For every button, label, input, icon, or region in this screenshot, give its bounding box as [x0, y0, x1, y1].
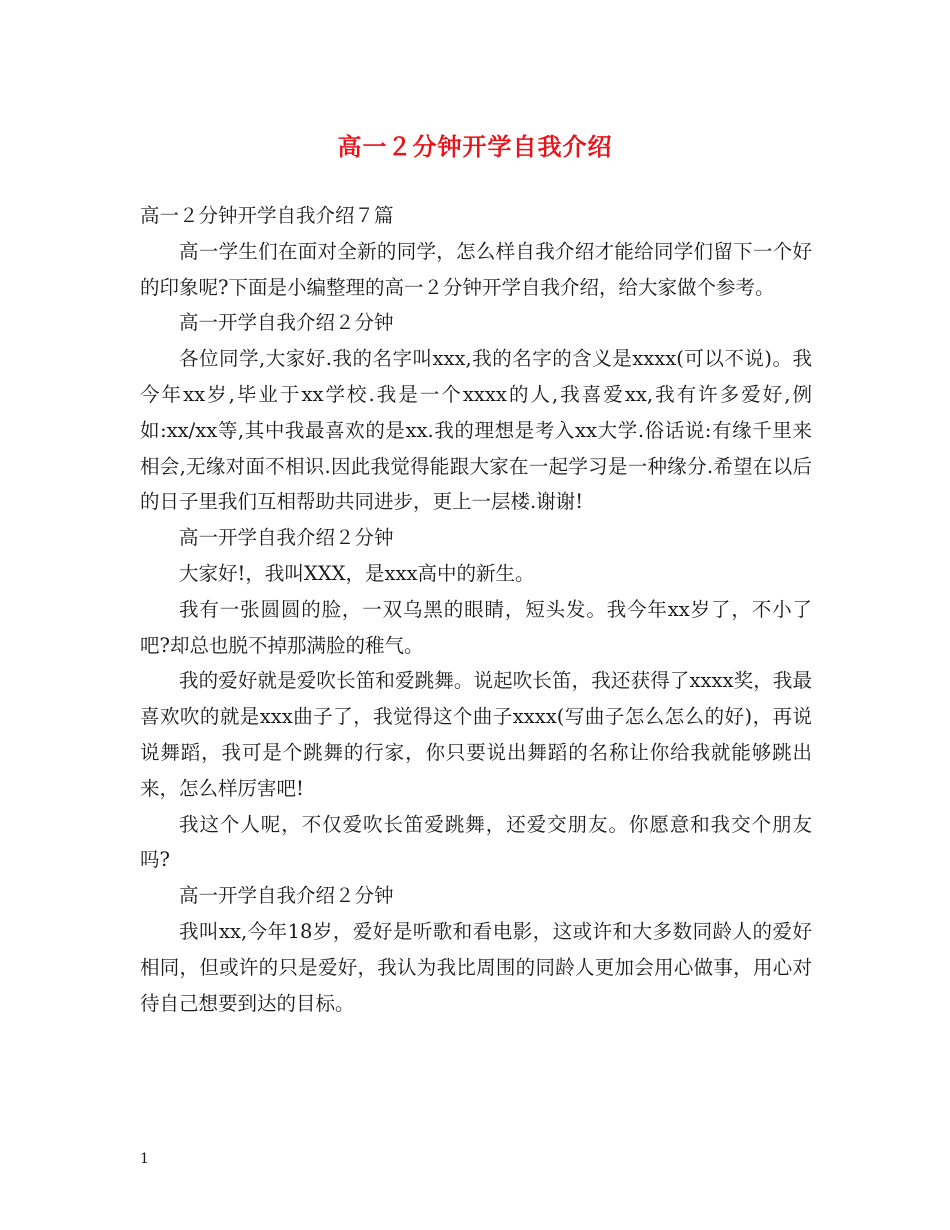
paragraph: 大家好!，我叫XXX，是xxx高中的新生。 [179, 561, 535, 585]
section-heading-1: 高一开学自我介绍２分钟 [179, 311, 394, 335]
section-heading-2: 高一开学自我介绍２分钟 [179, 526, 394, 550]
section-heading-3: 高一开学自我介绍２分钟 [179, 884, 394, 908]
paragraph: 我叫xx,今年18岁，爱好是听歌和看电影，这或许和大多数同龄人的爱好相同，但或许的只是爱好，我认为我比周围的同龄人更加会用心做事，用心对待自己想要到达的目标。 [140, 919, 812, 1015]
paragraph: 各位同学,大家好.我的名字叫xxx,我的名字的含义是xxxx(可以不说)。我今年xx岁,毕业于xx学校.我是一个xxxx的人,我喜爱xx,我有许多爱好,例如:xx/xx等,其中我最喜欢的是xx.我的理想是考入xx大学.俗话说:有缘千里来相会,无缘对面不相识.因此我觉得能跟大家在一起学习是一种缘分.希望在以后的日子里我们互相帮助共同进步，更上一层楼.谢谢! [140, 347, 812, 514]
document-body [140, 198, 812, 1021]
paragraph-subtitle: 高一２分钟开学自我介绍７篇 [140, 204, 394, 227]
paragraph: 我这个人呢，不仅爱吹长笛爱跳舞，还爱交朋友。你愿意和我交个朋友吗? [140, 812, 812, 872]
paragraph-intro: 高一学生们在面对全新的同学，怎么样自我介绍才能给同学们留下一个好的印象呢?下面是小编整理的高一２分钟开学自我介绍，给大家做个参考。 [140, 239, 812, 299]
paragraph: 我有一张圆圆的脸，一双乌黑的眼睛，短头发。我今年xx岁了，不小了吧?却总也脱不掉那满脸的稚气。 [140, 597, 812, 657]
document-title: 高一２分钟开学自我介绍 [337, 132, 613, 161]
paragraph: 我的爱好就是爱吹长笛和爱跳舞。说起吹长笛，我还获得了xxxx奖，我最喜欢吹的就是xxx曲子了，我觉得这个曲子xxxx(写曲子怎么怎么的好)，再说说舞蹈，我可是个跳舞的行家，你只要说出舞蹈的名称让你给我就能够跳出来，怎么样厉害吧! [140, 669, 812, 800]
page-number: 1 [140, 1151, 149, 1167]
